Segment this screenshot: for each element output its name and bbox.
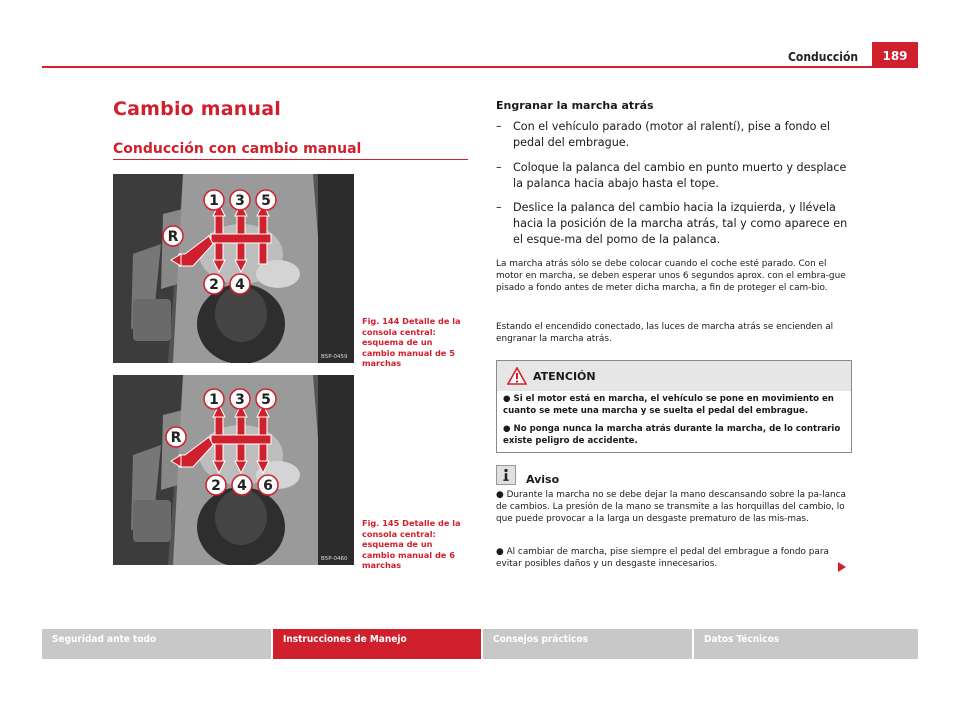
gear-label: 6 bbox=[263, 478, 273, 494]
figure-caption: Fig. 144 Detalle de la consola central: esquema de un cambio manual de 5 marchas bbox=[362, 316, 461, 368]
gear-label: 2 bbox=[209, 277, 219, 293]
gear-label: 4 bbox=[235, 277, 245, 293]
step-text: Deslice la palanca del cambio hacia la izquierda, y llévela hacia la posición de la marcha atrás, tal y como aparece en el esque-ma del pomo de la palanca. bbox=[513, 201, 848, 246]
warning-text: No ponga nunca la marcha atrás durante la marcha, de lo contrario existe peligro de accidente. bbox=[503, 424, 841, 446]
figure-caption: Fig. 145 Detalle de la consola central: esquema de un cambio manual de 6 marchas bbox=[362, 518, 461, 570]
header-rule bbox=[42, 66, 918, 68]
step-text: Con el vehículo parado (motor al ralentí), pise a fondo el pedal del embrague. bbox=[513, 120, 830, 149]
warning-header bbox=[497, 361, 851, 391]
footer-tab-instrucciones[interactable]: Instrucciones de Manejo bbox=[273, 629, 481, 659]
running-header-section: Conducción bbox=[788, 50, 859, 64]
gear-label: 2 bbox=[211, 478, 221, 494]
gear-label: 1 bbox=[209, 392, 219, 408]
bullet: ● bbox=[503, 394, 511, 404]
footer-tab-datos[interactable]: Datos Técnicos bbox=[694, 629, 918, 659]
gearshift-illustration-5 bbox=[113, 174, 354, 363]
body-paragraph: La marcha atrás sólo se debe colocar cuando el coche esté parado. Con el motor en marcha, se deben esperar unos 6 segundos aprox. con el embra-gue pisado a fondo antes de meter dicha marcha, a fin de proteger el cam-bio. bbox=[496, 259, 846, 293]
gearshift-illustration-6 bbox=[113, 375, 354, 565]
warning-item bbox=[503, 424, 843, 447]
bullet: ● bbox=[496, 490, 504, 500]
warning-item bbox=[503, 394, 843, 417]
step-text: Coloque la palanca del cambio en punto muerto y desplace la palanca hacia abajo hasta el tope. bbox=[513, 161, 847, 190]
figure-6-speed-gearshift bbox=[113, 375, 354, 565]
gear-label: 5 bbox=[261, 193, 271, 209]
step-dash: – bbox=[496, 120, 502, 133]
body-paragraph: Estando el encendido conectado, las luces de marcha atrás se encienden al engranar la marcha atrás. bbox=[496, 322, 834, 344]
gear-label: 3 bbox=[235, 193, 245, 209]
note-text: Al cambiar de marcha, pise siempre el pedal del embrague a fondo para evitar posibles daños y un desgaste innecesarios. bbox=[496, 547, 829, 569]
warning-triangle-icon bbox=[507, 367, 527, 385]
warning-title: ATENCIÓN bbox=[533, 370, 596, 383]
step-dash: – bbox=[496, 161, 502, 174]
section-title-rule bbox=[113, 159, 468, 160]
warning-text: Si el motor está en marcha, el vehículo se pone en movimiento en cuanto se mete una marcha y se suelta el pedal del embrague. bbox=[503, 394, 834, 416]
note-title: Aviso bbox=[526, 473, 560, 486]
step-dash: – bbox=[496, 201, 502, 214]
step-item bbox=[496, 119, 852, 151]
chapter-title: Cambio manual bbox=[113, 98, 281, 120]
figure-code: B5P-0459 bbox=[321, 354, 348, 360]
page-number: 189 bbox=[872, 42, 918, 66]
footer-tab-seguridad[interactable]: Seguridad ante todo bbox=[42, 629, 271, 659]
reverse-heading: Engranar la marcha atrás bbox=[496, 99, 654, 112]
reverse-label: R bbox=[170, 430, 182, 446]
figure-code: B5P-0460 bbox=[321, 556, 348, 562]
warning-box bbox=[496, 360, 852, 453]
gear-label: 1 bbox=[209, 193, 219, 209]
note-item bbox=[496, 490, 852, 525]
continue-arrow-icon bbox=[838, 562, 846, 572]
pedal-shape bbox=[133, 500, 171, 542]
step-item bbox=[496, 160, 852, 192]
gear-label: 5 bbox=[261, 392, 271, 408]
section-title: Conducción con cambio manual bbox=[113, 141, 362, 157]
bullet: ● bbox=[503, 424, 511, 434]
info-icon bbox=[496, 465, 516, 485]
pedal-shape bbox=[133, 299, 171, 341]
step-item bbox=[496, 200, 852, 248]
note-text: Durante la marcha no se debe dejar la mano descansando sobre la pa-lanca de cambios. La presión de la mano se transmite a las horquillas del cambio, lo que puede provocar a la larga un desgaste prematuro de las mis-mas. bbox=[496, 490, 846, 524]
gear-label: 4 bbox=[237, 478, 247, 494]
gear-label: 3 bbox=[235, 392, 245, 408]
footer-tab-consejos[interactable]: Consejos prácticos bbox=[483, 629, 692, 659]
note-item bbox=[496, 547, 852, 571]
figure-5-speed-gearshift bbox=[113, 174, 354, 363]
reverse-label: R bbox=[167, 229, 179, 245]
bullet: ● bbox=[496, 547, 504, 557]
